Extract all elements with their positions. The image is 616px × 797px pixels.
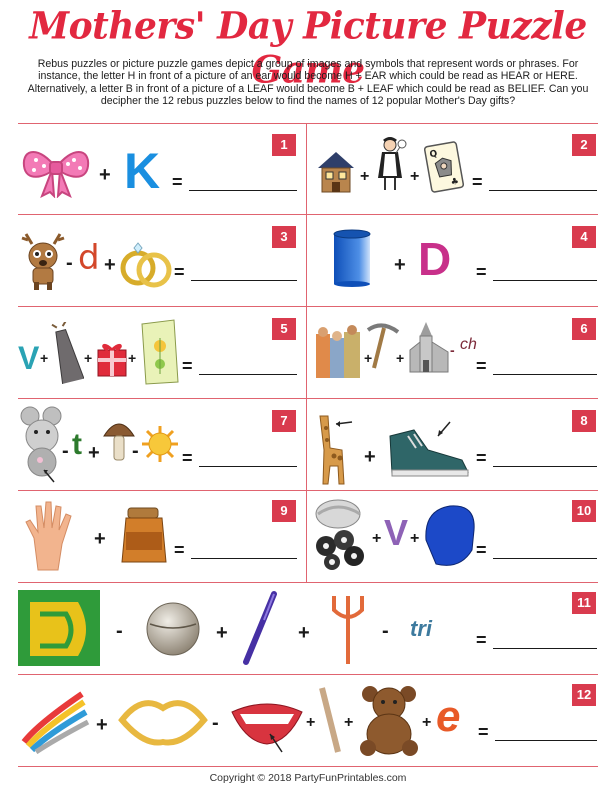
flowers-picture: [312, 496, 372, 574]
svg-text:♣: ♣: [450, 176, 460, 188]
plus-operator: +: [298, 622, 310, 644]
puzzle-number: 5: [272, 318, 296, 340]
letters-ch: ch: [460, 336, 477, 353]
column-divider: [306, 123, 307, 582]
answer-blank: [493, 280, 597, 281]
church-picture: [406, 320, 452, 376]
row-divider: [18, 766, 598, 767]
row-divider: [18, 123, 598, 124]
answer-blank: [489, 190, 597, 191]
row-divider: [18, 306, 598, 307]
equals-sign: =: [174, 540, 185, 560]
plus-operator: +: [99, 164, 111, 186]
plus-operator: +: [396, 350, 405, 366]
row-divider: [18, 214, 598, 215]
answer-blank: [493, 648, 597, 649]
sun-picture: [140, 424, 180, 464]
puzzle-number: 10: [572, 500, 596, 522]
row-divider: [18, 490, 598, 491]
plus-operator: +: [344, 714, 354, 731]
puzzle-number: 9: [272, 500, 296, 522]
minus-operator: -: [450, 342, 455, 358]
letter-t: t: [72, 428, 82, 461]
minus-operator: -: [382, 620, 389, 642]
plus-operator: +: [410, 530, 420, 547]
gift-box-picture: [96, 340, 128, 378]
letter-v: V: [18, 340, 40, 376]
rainbow-feather-picture: [18, 684, 90, 754]
plus-operator: +: [372, 530, 382, 547]
puzzle-number: 11: [572, 592, 596, 614]
puzzle-number: 7: [272, 410, 296, 432]
plus-operator: +: [104, 254, 116, 276]
plus-operator: +: [216, 622, 228, 644]
glove-picture: [420, 500, 480, 572]
pen-picture: [240, 590, 280, 666]
sneaker-picture: [384, 416, 472, 482]
plus-operator: +: [360, 168, 370, 185]
plus-operator: +: [422, 714, 432, 731]
plus-operator: +: [88, 442, 100, 464]
rings-picture: [118, 240, 174, 288]
plus-operator: +: [394, 254, 406, 276]
letter-d-capital: D: [418, 233, 452, 285]
people-picture: [314, 324, 364, 382]
plus-operator: +: [128, 350, 137, 366]
equals-sign: =: [476, 262, 487, 282]
equals-sign: =: [476, 630, 487, 650]
row-divider: [18, 674, 598, 675]
puzzle-number: 2: [572, 134, 596, 156]
tennis-court-picture: [18, 590, 100, 666]
row-divider: [18, 582, 598, 583]
puzzle-number: 1: [272, 134, 296, 156]
answer-blank: [199, 466, 297, 467]
row-divider: [18, 398, 598, 399]
plus-operator: +: [94, 528, 106, 550]
answer-blank: [493, 558, 597, 559]
minus-operator: -: [132, 440, 139, 462]
mouse-picture: [18, 404, 66, 484]
letter-v-purple: V: [384, 512, 409, 553]
plus-operator: +: [96, 714, 108, 736]
intro-paragraph: Rebus puzzles or picture puzzle games depict a group of images and symbols that represent words or phrases. For instance, the letter H in front of a picture of an ear would become H + EAR which could be read as HEAR or HERE. Alternatively, a letter B in front of a picture of a LEAF would become B + LEAF which could be read as BELIEF. Can you decipher the 12 rebus puzzles below to find the names of 12 popular Mother's Day gifts?: [27, 58, 589, 108]
house-picture: [314, 148, 358, 194]
plus-operator: +: [40, 350, 49, 366]
puzzle-number: 12: [572, 684, 596, 706]
page-title: Mothers' Day Picture Puzzle Game: [29, 3, 587, 93]
equals-sign: =: [476, 448, 487, 468]
letter-d: d: [78, 238, 100, 278]
minus-operator: -: [212, 712, 219, 734]
plus-operator: +: [364, 446, 376, 468]
queen-card-picture: [424, 140, 464, 194]
puzzle-number: 3: [272, 226, 296, 248]
plus-operator: +: [410, 168, 420, 185]
ball-picture: [144, 600, 202, 658]
answer-blank: [191, 280, 297, 281]
puzzle-number: 8: [572, 410, 596, 432]
stick-picture: [316, 684, 344, 756]
trident-picture: [328, 590, 368, 666]
answer-blank: [495, 740, 597, 741]
answer-blank: [493, 466, 597, 467]
mushroom-picture: [102, 416, 136, 464]
answer-blank: [191, 558, 297, 559]
equals-sign: =: [174, 262, 185, 282]
svg-text:Q: Q: [428, 149, 439, 161]
copyright-footer: Copyright © 2018 PartyFunPrintables.com: [209, 772, 407, 784]
letters-tri: tri: [410, 616, 432, 641]
plus-operator: +: [306, 714, 316, 731]
minus-operator: -: [62, 440, 69, 462]
plus-operator: +: [364, 350, 373, 366]
lips-outline-picture: [118, 692, 208, 748]
equals-sign: =: [476, 540, 487, 560]
answer-blank: [493, 374, 597, 375]
minus-operator: -: [116, 620, 123, 642]
equals-sign: =: [182, 448, 193, 468]
can-picture: [330, 228, 374, 288]
plus-operator: +: [84, 350, 93, 366]
letter-e: e: [436, 692, 461, 741]
deer-picture: [18, 232, 68, 292]
equals-sign: =: [172, 172, 183, 192]
giraffe-picture: [312, 406, 356, 486]
pickaxe-picture: [366, 322, 400, 370]
jar-picture: [118, 506, 170, 568]
maid-picture: [372, 136, 408, 194]
puzzle-number: 4: [572, 226, 596, 248]
equals-sign: =: [476, 356, 487, 376]
minus-operator: -: [66, 252, 73, 274]
equals-sign: =: [182, 356, 193, 376]
vase-picture: [50, 322, 84, 384]
greeting-card-picture: [138, 318, 182, 386]
answer-blank: [199, 374, 297, 375]
answer-blank: [189, 190, 297, 191]
mouth-picture: [228, 692, 306, 754]
puzzle-number: 6: [572, 318, 596, 340]
letter-k: K: [124, 143, 161, 199]
equals-sign: =: [472, 172, 483, 192]
teddy-bear-picture: [356, 684, 422, 758]
bow-picture: [20, 138, 92, 198]
hand-picture: [20, 500, 76, 572]
equals-sign: =: [478, 722, 489, 742]
